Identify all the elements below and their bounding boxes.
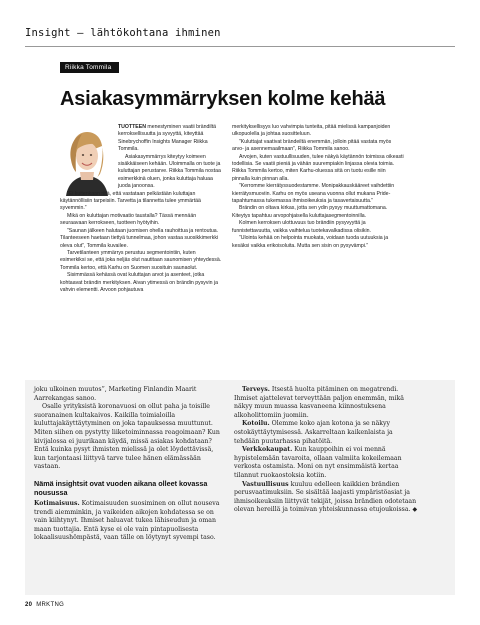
intro-paragraph: ”Kuluttajat vaativat brändeiltä enemmän, jolloin pitää vastata myös arvo- ja asennemaailmaan”, Riikka Tommila sanoo. — [232, 138, 392, 153]
intro-paragraph: Kolmen kerroksen ulottuvuus tuo brändiin pysyvyyttä ja funnistettavuutta, vaikka vaihtelua tuotekavalkadissa olisikin. — [232, 220, 371, 234]
end-mark-icon: ◆ — [412, 506, 418, 514]
intro-paragraph: TUOTTEEN menestyminen vaatii brändiltä kerroksellisuutta ja syvyyttä, kiteyttää Sinebrychoffin Insights Manager Riikka Tommila. — [118, 124, 217, 153]
intro-paragraph: Asiakasymmärrys kiteytyy koimeen sisäkkäiseen kehään. Uloimmalla on tuote ja kuluttajan perustarve. Riikka Tommila nostaa esimerkkinä oluen, jonka kuluttaja haluaa juoda janoonsa. — [118, 153, 221, 190]
intro-left-column — [60, 124, 222, 294]
lower-right-column — [234, 386, 420, 515]
publication-name: MRKTNG — [36, 602, 65, 608]
intro-paragraph: Tarvetilanteen ymmärrys perustuu segmentointiin, kuten esimerkiksi se, että joka neljäs olut nautitaan saunomisen yhteydessä. Tommila kertoo, että Karhu on Suomen suosituin saunaolut. — [60, 249, 222, 271]
intro-paragraph: Mikä on kuluttajan motivaatio taustalla? Tässä mennään seuraavaan kerrokseen, tuotteen hyötyihin. — [60, 212, 197, 227]
body-paragraph: Verkkokaupat. Kun kauppoihin ei voi mennä hypistelemään tavaroita, ollaan valmiita kokeilemaan verkosta ostamista. Moni on nyt ensimmäistä kertaa tilannut ruokaostoksia kotiin. — [234, 446, 402, 479]
intro-paragraph: merkityksellisyys luo vahvimpia tunteita, pitää mielissä kampanjoiden ulkopuolella ja johtaa suositteluun. — [232, 124, 391, 138]
section-subheading: Nämä insightsit ovat vuoden aikana olleet kovassa nousussa — [34, 478, 208, 497]
intro-paragraph: Sisimmässä kehässä ovat kuluttajan arvot ja asenteet, jotka kohtaavat brändin merkityksen. Aivan ytimessä on brändin pysyvin ja vahvin elementti. Arvoon pohjautuva — [60, 272, 219, 293]
section-kicker: Insight – lähtökohtana ihminen — [25, 27, 221, 39]
body-paragraph: joku ulkoinen muutos”, Marketing Finlandin Maarit Aarrekangas sanoo. — [34, 386, 197, 402]
intro-paragraph: ”Saunan jälkeen halutaan juomisen ohella rauhoittua ja rentoutua. Tilanteeseen haetaan tiettyä tunnelmaa, johon vastaa suosikkimerkki oleva olut”, Tommila kuvailee. — [60, 227, 219, 249]
intro-paragraph: ”Ulointa kehää on helpointa muokata, voidaan tuoda uutuuksia ja kesäksi vaikka erikoisoluita. Mutta sen sisin on pysyvämpi.” — [232, 235, 389, 249]
intro-paragraph: Arvojen, kuten vastuullisuuden, tulee näkyä käytännön toimissa oikeasti todellisia. Se vaatii pieniä ja vähän suurempiakin linjassa olevia toimia. Riikka Tommila kertoo, miten Karhu-oluessa sitä on tuotu esille niin pinnalla kuin pinnan alla. — [232, 153, 404, 182]
page-footer — [25, 602, 64, 608]
intro-paragraph: ”Kerromme kierrätyssuodestamme. Monipakkauskääreet vaihdettiin kierrätysmuoviin. Karhu on myös useana vuonna ollut mukana Pride-tapahtumassa tukemassa ihmisoikeuksia ja tasavertaisuutta.” — [232, 183, 395, 205]
lower-left-column — [34, 386, 220, 543]
intro-paragraph: ”Ei kuitenkaan riitä, että vastataan pelkästään kuluttajan käytännöllisiin tarpeisiin. Tarvetta ja tilannetta tulee ymmärtää syvemmin.” — [60, 190, 201, 212]
body-paragraph: Terveys. Itsestä huolta pitäminen on megatrendi. Ihmiset ajattelevat terveyttään paljon enemmän, mikä näkyy muun muassa kasvaneena kiinnostuksena alkoholittomiin juomiin. — [234, 386, 404, 419]
body-paragraph: Vastuullisuus kuuluu edelleen kaikkien brändien perusvaatimuksiin. Se sisältää laajasti ympäristöasiat ja ihmisoikeuksiin liittyvät tekijät, joissa brändien odotetaan olevan hereillä ja toimivan yhteiskunnassa etujoukoissa. ◆ — [234, 480, 418, 514]
intro-right-column — [232, 124, 404, 250]
header-divider — [25, 46, 455, 47]
body-paragraph: Kotoilu. Olemme koko ajan kotona ja se näkyy ostokäyttäytymisessä. Askarreltaan kaikenlaista ja tehdään puutarhassa pihatöitä. — [234, 420, 393, 445]
page-number: 20 — [25, 602, 33, 608]
article-headline: Asiakasymmärryksen kolme kehää — [60, 88, 386, 110]
body-paragraph: Osalle yrityksistä koronavuosi on ollut paha ja toisille suoranainen kultakaivos. Kaikilla toimialoilla kuluttajakäyttäytyminen on joka tapauksessa muuttunut. Miten siihen on pystytty liiketoiminnassa reagoimaan? Kun kivijalossa ei juurikaan käydä, missä asiakas kohdataan? Entä kuinka pysyt ihmisten mielissä ja olet löydettävissä, kun tarjontaasi liittyvä tarve tulee hänen elämässään vastaan. — [34, 403, 220, 471]
intro-paragraph: Brändin on oltava kirkas, jotta sen ydin pysyy muuttumattomana. Kiteytys tapahtuu arvopohjaisella kuluttajasegmentoinnilla. — [232, 205, 388, 219]
wrapped-intro — [60, 124, 222, 191]
author-tag: Riikka Tommila — [60, 62, 119, 73]
body-paragraph: Kotimaisuus. Kotimaisuuden suosiminen on ollut nouseva trendi aiemminkin, ja vaikeiden aikojen kohdatessa se on vain kiihtynyt. Ihmiset haluavat tukea lähiseudun ja oman maan tuottajia. Entä kyse ei ole vain pintapuolisesta lokaalisuushömpästä, vaan tälle on löytynyt syvempi taso. — [34, 499, 220, 542]
